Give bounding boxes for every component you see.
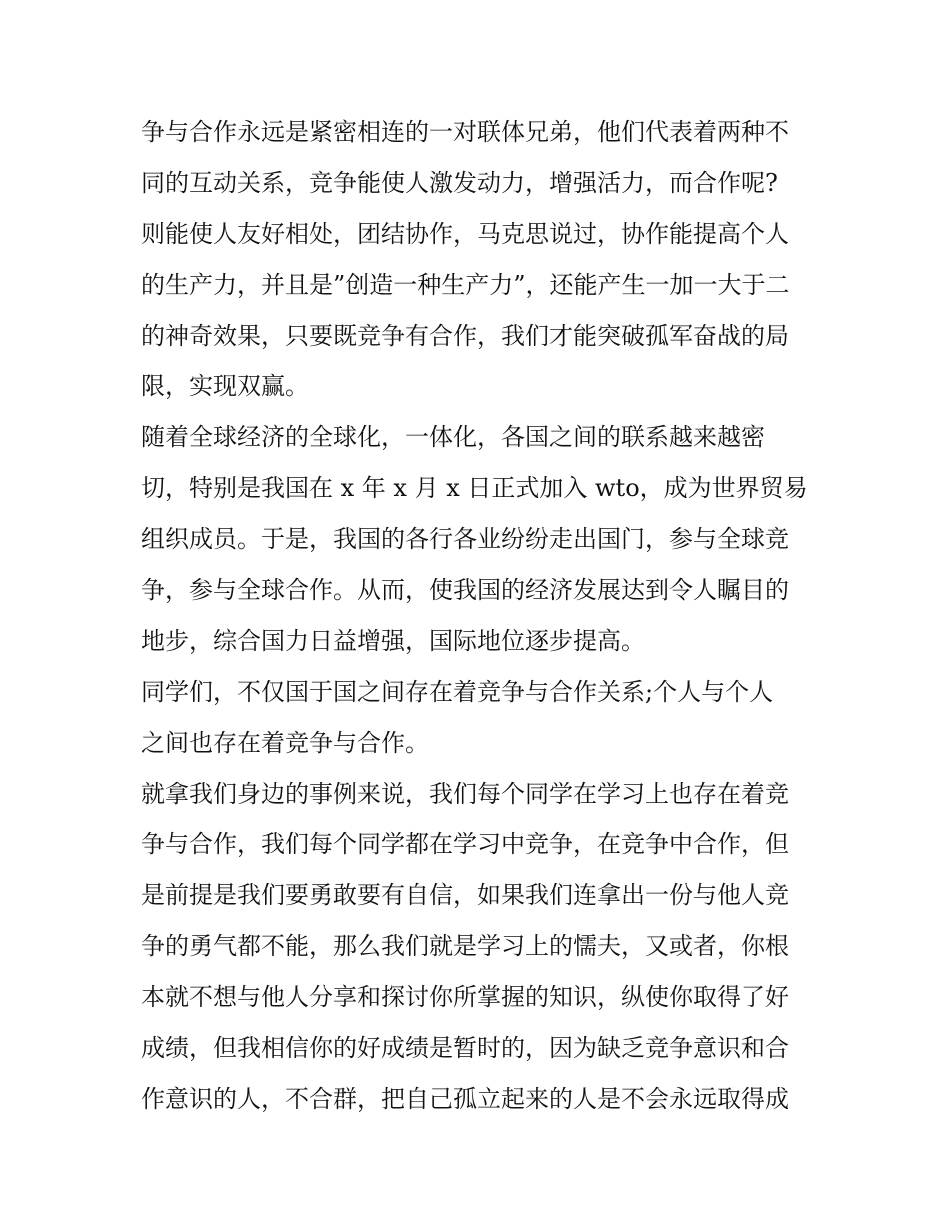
text-line: 本就不想与他人分享和探讨你所掌握的知识，纵使你取得了好 (141, 983, 789, 1012)
text-line: 同的互动关系，竞争能使人激发动力，增强活力，而合作呢? (141, 168, 778, 197)
text-line: 作意识的人，不合群，把自己孤立起来的人是不会永远取得成 (141, 1084, 789, 1113)
text-line: 成绩，但我相信你的好成绩是暂时的，因为缺乏竞争意识和合 (141, 1034, 789, 1063)
text-line: 的神奇效果，只要既竞争有合作，我们才能突破孤军奋战的局 (141, 321, 789, 350)
text-line: 则能使人友好相处，团结协作，马克思说过，协作能提高个人 (141, 219, 789, 248)
text-line: 随着全球经济的全球化，一体化，各国之间的联系越来越密 (141, 423, 765, 452)
paragraph (141, 107, 821, 412)
text-line: 争与合作，我们每个同学都在学习中竞争，在竞争中合作，但 (141, 830, 789, 859)
text-line: 的生产力，并且是”创造一种生产力”，还能产生一加一大于二 (141, 270, 790, 299)
text-line: 同学们，不仅国于国之间存在着竞争与合作关系;个人与个人 (141, 677, 774, 706)
text-line: 争与合作永远是紧密相连的一对联体兄弟，他们代表着两种不 (141, 118, 789, 146)
text-line: 限，实现双赢。 (141, 372, 309, 401)
text-line: 是前提是我们要勇敢要有自信，如果我们连拿出一份与他人竞 (141, 881, 789, 910)
text-line: 切，特别是我国在 x 年 x 月 x 日正式加入 wto，成为世界贸易 (141, 474, 808, 503)
paragraph (141, 412, 821, 666)
document-body (141, 107, 821, 1125)
paragraph (141, 769, 821, 1125)
text-line: 地步，综合国力日益增强，国际地位逐步提高。 (141, 626, 645, 655)
paragraph (141, 667, 821, 769)
text-line: 组织成员。于是，我国的各行各业纷纷走出国门，参与全球竞 (141, 525, 789, 554)
text-line: 之间也存在着竞争与合作。 (141, 728, 429, 757)
text-line: 争，参与全球合作。从而，使我国的经济发展达到令人瞩目的 (141, 576, 789, 605)
text-line: 就拿我们身边的事例来说，我们每个同学在学习上也存在着竞 (141, 779, 789, 808)
text-line: 争的勇气都不能，那么我们就是学习上的懦夫，又或者，你根 (141, 932, 789, 961)
